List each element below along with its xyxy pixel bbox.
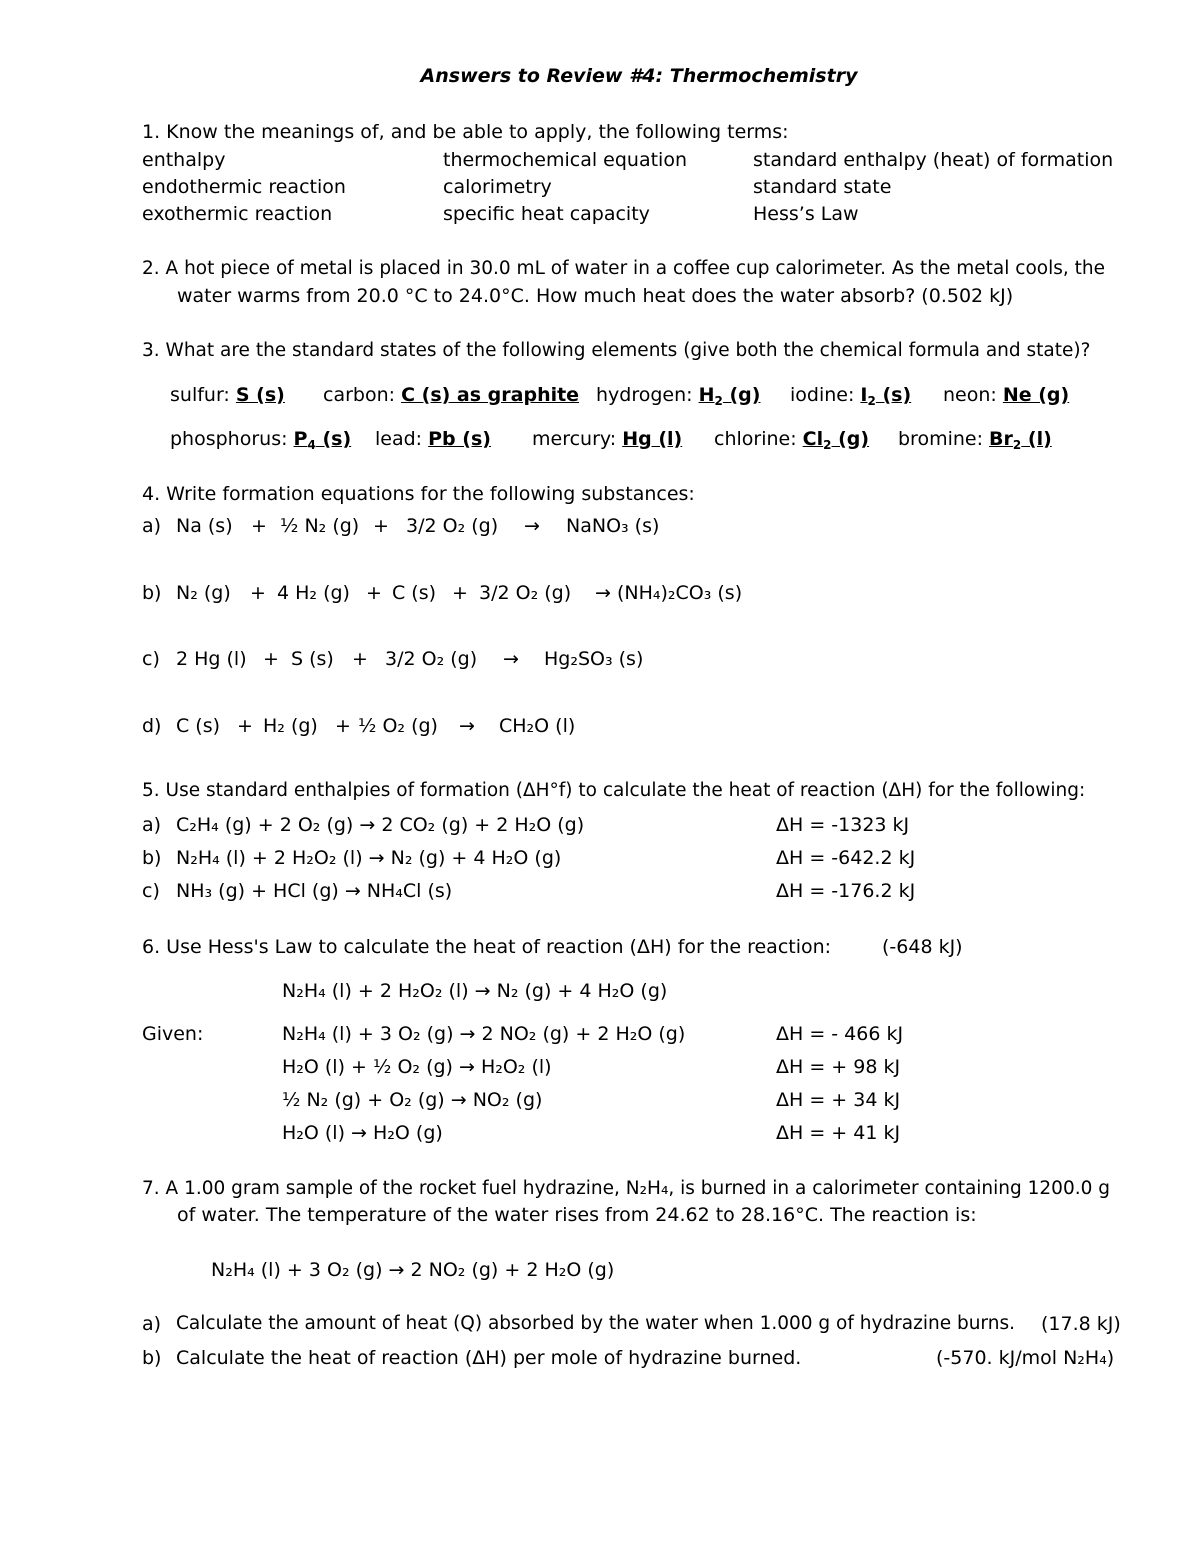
q4d-label: d) [142, 715, 162, 737]
eq-term: → (NH₄)₂CO₃ (s) [595, 582, 743, 604]
sulfur-entry [170, 383, 285, 407]
q7a-answer: (17.8 kJ) [1041, 1313, 1121, 1335]
lead-entry [375, 427, 491, 451]
term: calorimetry [443, 176, 552, 198]
given-label: Given: [142, 1023, 204, 1045]
eq-term: + [335, 715, 351, 737]
given-delta-h: ΔH = + 98 kJ [776, 1056, 901, 1078]
element-answer: $P_4$ (s) [293, 428, 352, 452]
chlorine-entry [714, 427, 869, 451]
element-answer: Pb (s) [428, 428, 491, 450]
q5a-equation: C₂H₄ (g) + 2 O₂ (g) → 2 CO₂ (g) + 2 H₂O (g) [176, 814, 585, 836]
element-label: carbon: [323, 384, 402, 406]
eq-term: + [352, 648, 368, 670]
term: Hess’s Law [753, 203, 859, 225]
term: exothermic reaction [142, 203, 333, 225]
element-label: chlorine: [714, 428, 803, 450]
q5-question: 5. Use standard enthalpies of formation (ΔH°f) to calculate the heat of reaction (ΔH) for the following: [142, 780, 1086, 801]
term: enthalpy [142, 149, 226, 171]
eq-term: H₂ (g) [263, 715, 318, 737]
eq-term: + [452, 582, 468, 604]
eq-term: N₂ (g) [176, 582, 231, 604]
q2-line1: 2. A hot piece of metal is placed in 30.0 mL of water in a coffee cup calorimeter. As the metal cools, the [142, 258, 1105, 279]
eq-term: S (s) [291, 648, 334, 670]
eq-term: 3/2 O₂ (g) [406, 515, 499, 537]
element-label: lead: [375, 428, 429, 450]
term: standard state [753, 176, 892, 198]
eq-term: → [459, 715, 475, 737]
element-label: phosphorus: [170, 428, 294, 450]
eq-term: + [237, 715, 253, 737]
eq-term: ½ O₂ (g) [358, 715, 438, 737]
given-equation: H₂O (l) + ½ O₂ (g) → H₂O₂ (l) [282, 1056, 552, 1078]
element-answer: $I_2$ (s) [860, 384, 912, 408]
eq-term: → [503, 648, 519, 670]
q1-intro: 1. Know the meanings of, and be able to apply, the following terms: [142, 121, 789, 143]
term: endothermic reaction [142, 176, 346, 198]
carbon-entry [323, 383, 579, 407]
q4c-label: c) [142, 648, 160, 670]
eq-term: + [250, 582, 266, 604]
eq-term: C (s) [176, 715, 221, 737]
bromine-entry [898, 427, 1052, 451]
eq-term: + [366, 582, 382, 604]
q7b-text: Calculate the heat of reaction (ΔH) per mole of hydrazine burned. [176, 1347, 802, 1369]
element-label: mercury: [532, 428, 623, 450]
page-title: Answers to Review #4: Thermochemistry [420, 65, 858, 87]
element-answer: C (s) as graphite [401, 384, 580, 406]
q4b-label: b) [142, 582, 162, 604]
term: standard enthalpy (heat) of formation [753, 149, 1114, 171]
q7b-answer: (-570. kJ/mol N₂H₄) [936, 1347, 1115, 1369]
eq-term: ½ N₂ (g) [280, 515, 360, 537]
q4a-label: a) [142, 515, 162, 537]
phosphorus-entry [170, 427, 351, 451]
eq-term: 4 H₂ (g) [277, 582, 350, 604]
eq-term: NaNO₃ (s) [566, 515, 660, 537]
mercury-entry [532, 427, 682, 451]
element-label: hydrogen: [596, 384, 699, 406]
given-equation: ½ N₂ (g) + O₂ (g) → NO₂ (g) [282, 1089, 543, 1111]
eq-term: 3/2 O₂ (g) [385, 648, 478, 670]
element-label: neon: [943, 384, 1003, 406]
element-answer: Ne (g) [1002, 384, 1070, 406]
q5b-label: b) [142, 847, 162, 869]
q5c-equation: NH₃ (g) + HCl (g) → NH₄Cl (s) [176, 880, 453, 902]
q4-question: 4. Write formation equations for the following substances: [142, 483, 695, 505]
q7-line1: 7. A 1.00 gram sample of the rocket fuel hydrazine, N₂H₄, is burned in a calorimeter containing 1200.0 g [142, 1178, 1110, 1199]
element-answer: $H_2$ (g) [698, 384, 761, 408]
q2-line2: water warms from 20.0 °C to 24.0°C. How much heat does the water absorb? (0.502 kJ) [177, 285, 1014, 307]
eq-term: + [373, 515, 389, 537]
given-delta-h: ΔH = - 466 kJ [776, 1023, 904, 1045]
element-label: sulfur: [170, 384, 236, 406]
q6-question: 6. Use Hess's Law to calculate the heat of reaction (ΔH) for the reaction: [142, 936, 832, 958]
q7a-label: a) [142, 1313, 162, 1335]
q7b-label: b) [142, 1347, 162, 1369]
q5b-delta-h: ΔH = -642.2 kJ [776, 847, 916, 869]
q5a-delta-h: ΔH = -1323 kJ [776, 814, 910, 836]
q5c-delta-h: ΔH = -176.2 kJ [776, 880, 916, 902]
q5b-equation: N₂H₄ (l) + 2 H₂O₂ (l) → N₂ (g) + 4 H₂O (g) [176, 847, 562, 869]
element-answer: $Br_2$ (l) [989, 428, 1052, 452]
q6-answer: (-648 kJ) [882, 936, 963, 958]
neon-entry [943, 383, 1069, 407]
element-label: bromine: [898, 428, 990, 450]
eq-term: + [263, 648, 279, 670]
eq-term: 3/2 O₂ (g) [479, 582, 572, 604]
eq-term: 2 Hg (l) [176, 648, 247, 670]
element-answer: S (s) [235, 384, 285, 406]
q3-question: 3. What are the standard states of the following elements (give both the chemical formula and state)? [142, 340, 1091, 361]
hydrogen-entry [596, 383, 760, 407]
q7-equation: N₂H₄ (l) + 3 O₂ (g) → 2 NO₂ (g) + 2 H₂O (g) [211, 1259, 615, 1281]
q5a-label: a) [142, 814, 162, 836]
eq-term: CH₂O (l) [499, 715, 576, 737]
element-answer: $Cl_2$ (g) [802, 428, 870, 452]
given-equation: N₂H₄ (l) + 3 O₂ (g) → 2 NO₂ (g) + 2 H₂O (g) [282, 1023, 686, 1045]
eq-term: Na (s) [176, 515, 233, 537]
term: thermochemical equation [443, 149, 687, 171]
q7-line2: of water. The temperature of the water rises from 24.62 to 28.16°C. The reaction is: [177, 1204, 977, 1226]
q5c-label: c) [142, 880, 160, 902]
eq-term: C (s) [392, 582, 437, 604]
iodine-entry [790, 383, 911, 407]
q6-target-equation: N₂H₄ (l) + 2 H₂O₂ (l) → N₂ (g) + 4 H₂O (g) [282, 980, 668, 1002]
eq-term: Hg₂SO₃ (s) [544, 648, 644, 670]
given-delta-h: ΔH = + 41 kJ [776, 1122, 901, 1144]
term: specific heat capacity [443, 203, 650, 225]
element-label: iodine: [790, 384, 861, 406]
eq-term: → [524, 515, 540, 537]
q7a-text: Calculate the amount of heat (Q) absorbed by the water when 1.000 g of hydrazine burns. [176, 1313, 1015, 1334]
element-answer: Hg (l) [622, 428, 683, 450]
eq-term: + [251, 515, 267, 537]
given-delta-h: ΔH = + 34 kJ [776, 1089, 901, 1111]
given-equation: H₂O (l) → H₂O (g) [282, 1122, 443, 1144]
